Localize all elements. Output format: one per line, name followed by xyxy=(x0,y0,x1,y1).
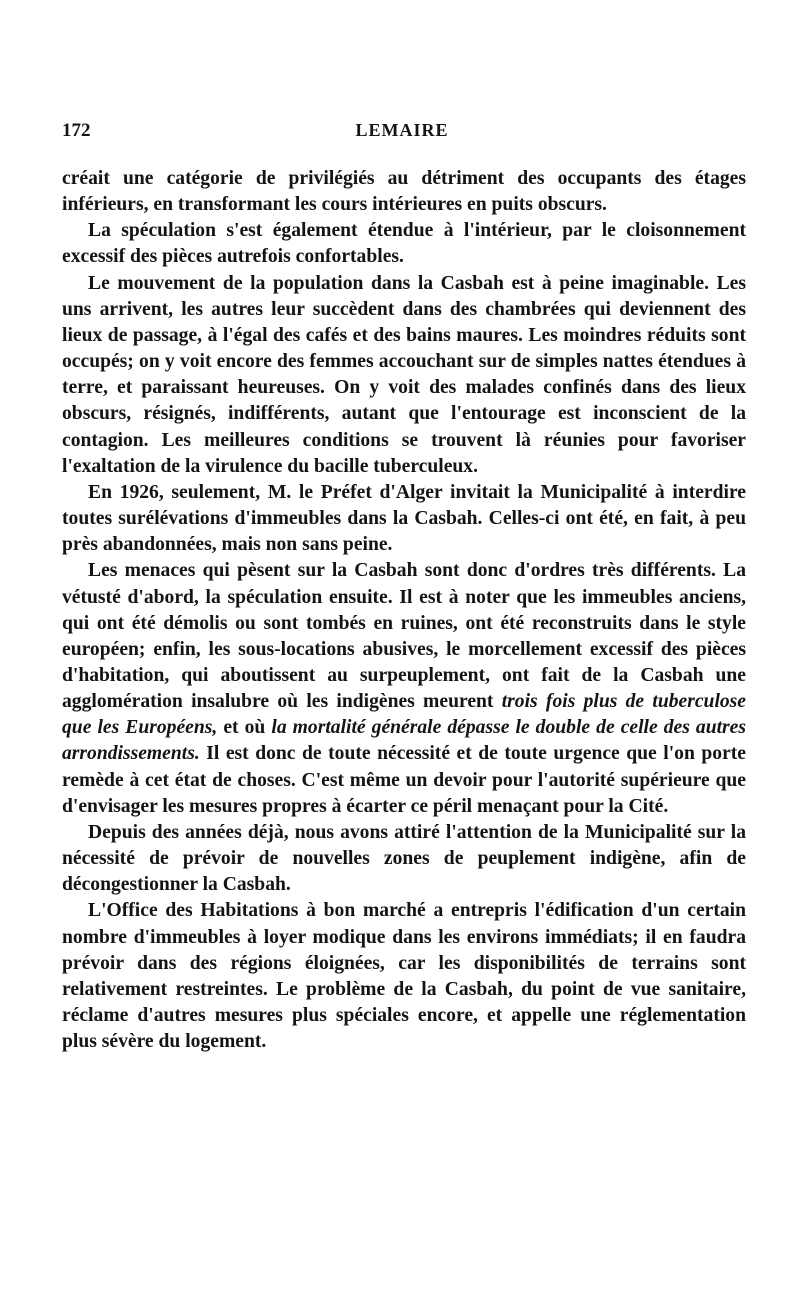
text-run: Les menaces qui pèsent sur la Casbah sont donc d'ordres très différents. La vétusté d'abord, la spéculation ensuite. Il est à noter que les immeubles anciens, qui ont été démolis ou sont tombés en ruines, ont été reconstruits dans le style européen; enfin, les sous-locations abusives, le morcellement excessif des pièces d'habitation, qui aboutissent au surpeuplement, ont fait de la Casbah une agglomération insalubre où les indigènes meurent xyxy=(62,560,746,713)
italic-text: la mortalité générale dépasse le double de celle des autres arrondissements. xyxy=(62,717,746,765)
paragraph xyxy=(62,480,746,558)
running-title: LEMAIRE xyxy=(355,120,449,140)
paragraph xyxy=(62,558,746,820)
paragraph xyxy=(62,898,746,1055)
text-run: Il est donc de toute nécessité et de toute urgence que l'on porte remède à cet état de choses. C'est même un devoir pour l'autorité supérieure que d'envisager les mesures propres à écarter ce péril menaçant pour la Cité. xyxy=(62,743,746,817)
body-text xyxy=(62,166,746,1055)
page-number: 172 xyxy=(62,120,91,141)
text-run: créait une catégorie de privilégiés au détriment des occupants des étages inférieurs, en transformant les cours intérieures en puits obscurs. xyxy=(62,168,746,216)
text-run: Depuis des années déjà, nous avons attiré l'attention de la Municipalité sur la nécessité de prévoir de nouvelles zones de peuplement indigène, afin de décongestionner la Casbah. xyxy=(62,821,746,896)
text-run: Le mouvement de la population dans la Casbah est à peine imaginable. Les uns arrivent, les autres leur succèdent dans des chambrées qui deviennent des lieux de passage, à l'égal des cafés et des bains maures. Les moindres réduits sont occupés; on y voit encore des femmes accouchant sur de simples nattes étendues à terre, et paraissant heureuses. On y voit des malades confinés dans des lieux obscurs, résignés, indifférents, autant que l'entourage est inconscient de la contagion. Les meilleures conditions se trouvent là réunies pour favoriser l'exaltation de la virulence du bacille tuberculeux. xyxy=(62,272,746,477)
text-run: En 1926, seulement, M. le Préfet d'Alger invitait la Municipalité à interdire toutes surélévations d'immeubles dans la Casbah. Celles-ci ont été, en fait, à peu près abandonnées, mais non sans peine. xyxy=(62,481,746,556)
text-run: La spéculation s'est également étendue à l'intérieur, par le cloisonnement excessif des pièces autrefois confortables. xyxy=(62,220,746,268)
paragraph xyxy=(62,218,746,270)
italic-text: trois fois plus de tuberculose que les Européens, xyxy=(62,691,747,739)
paragraph xyxy=(62,820,746,898)
text-run: L'Office des Habitations à bon marché a entrepris l'édification d'un certain nombre d'immeubles à loyer modique dans les environs immédiats; il en faudra prévoir dans des régions éloignées, car les disponibilités de terrains sont relativement restreintes. Le problème de la Casbah, du point de vue sanitaire, réclame d'autres mesures plus spéciales encore, et appelle une réglementation plus sévère du logement. xyxy=(62,900,746,1053)
page-header xyxy=(62,120,742,144)
text-run: et où xyxy=(217,717,272,739)
paragraph xyxy=(62,271,746,480)
paragraph xyxy=(62,166,746,218)
